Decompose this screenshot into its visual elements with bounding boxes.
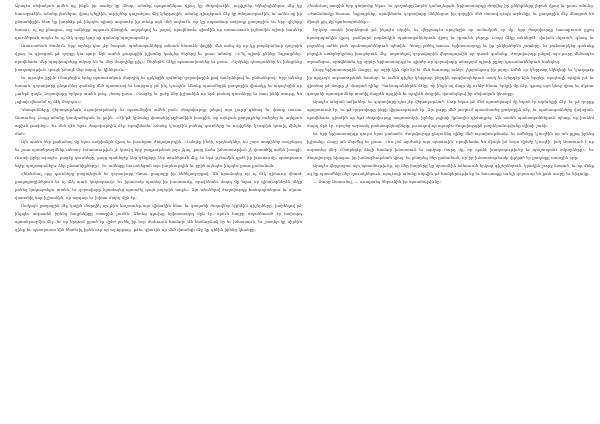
paragraph: Երկար ատեն խորհեցան թէ ինչպէս սկսին, եւ վերջապէս որոշեցին որ տօնական օր մը, երբ ժողովուրդը հաւաքուած ըլլայ հրապարակին վրայ, յանկարծ յարձակին պահապաններուն վրայ եւ գրաւեն բերդը։ Բայց մէկը անոնցմէ, վախէն մղուած, գնաց եւ յայտնեց ամեն բան պահապաններուն պետին։ Պետը բռնել տուաւ երիտասարդը եւ իր ընկերներէն շատերը, եւ բանտարկեց զանոնք բերդին ստորերկրեայ խուցերուն մէջ, սպասելով զօրավարին վերադարձին որ դատէ զանոնք։ Ժողովուրդը լսելով այս լուրը մեծապէս տրտմեցաւ, որովհետեւ կը սիրէր երիտասարդը եւ գիտէր որ զօրավարը անողորմ պիտի ըլլար դաւաճաններուն հանդէպ։	[307, 27, 594, 65]
paragraph: Եւ այսպէս ըրին։ Ընտրեցին երեք պատուական մարդիկ եւ ղրկեցին զանոնք զօրավարին քով նուէրներով եւ ընծաներով։ Երբ անոնք հասան, զօրավարը ընդունեց զանոնք մեծ պատուով եւ հարցուց թէ ինչ կ'ուզեն։ Անոնք պատմեցին քաղաքին վիճակը եւ աղաչեցին որ չաւերէ զայն։ Զօրավարը երկար ատեն լռեց, յետոյ ըսաւ. «Գացէք եւ ըսէք ձեր իշխանին որ եթէ բանայ դուռները եւ տայ ինծի տուրք, ես չպիտի վնասեմ ոչ մէկ մարդու»։	[15, 75, 302, 105]
right-column	[307, 2, 594, 420]
paragraph: Հետեւեալ տարին երբ գարունը եկաւ, եւ դաշտերը նորէն կանաչեցան, երիտասարդը ժողվեց իր ընկերները լերան վրայ եւ ըսաւ անոնց. «Ժամանակը հասաւ, եղբայրներ, որովհետեւ զօրավարը մեկնեցաւ իր զօրքին մեծ մասով դէպի արեւելք, եւ քաղաքին մէջ մնացած են միայն քիչ մը պահապաններ»։	[307, 3, 594, 25]
paragraph: Դեսպանները վերադարձան ուրախութեամբ եւ պատմեցին ամեն բան։ Ժողովուրդը լսելով այս լուրը ցնծաց եւ փառք տուաւ Աստուծոյ։ Բայց ոմանք կասկածեցան եւ ըսին. «Մի՞թէ կրնանք վստահիլ թշնամիին խօսքին, որ այնքան քաղաքներ աւերեց եւ այնքան արիւն թափեց»։ Եւ մեծ վէճ ելաւ ժողովուրդին մէջ, որովհետեւ ոմանք կ'ուզէին բանալ դուռները եւ ուրիշներ կ'ուզէին կռուիլ մինչեւ մահ։	[15, 107, 302, 137]
paragraph: Այն ատեն ծեր քահանայ մը ելաւ ամբիոնին վրայ եւ խօսեցաւ ժողովուրդին. «Լսեցէք ինծի, որդեակներ, ես շատ տարիներ ապրեցայ եւ շատ պատերազմներ տեսայ։ Իմաստութիւն չէ կռուիլ երբ յաղթութեան յոյս չկայ, բայց նաեւ իմաստութիւն չէ վստահիլ ամեն խօսքի։ Ուստի ըրէք այսպէս. բացէք դուռները, բայց պահեցէք ձեր զէնքերը ձեր տուներուն մէջ, եւ եթէ թշնամին դրժէ իր խոստումը, պատրաստ եղէք պաշտպանելու ձեր ընտանիքները»։ Եւ ամենքը հաւանեցան այս խորհուրդին եւ ըրին այնպէս ինչպէս ըսաւ քահանան։	[15, 139, 302, 169]
paragraph: Բայց երիտասարդին մայրը, որ այրի կին մըն էր եւ մեծ հաւատք ունէր, չկորսնցուց իր յոյսը։ Ամեն օր կ'երթար եկեղեցի եւ կ'աղօթէր իր որդւոյն ազատութեան համար, եւ ամեն գիշեր կ'երթար բերդին պարիսպներուն տակ եւ կ'երգէր հին երգեր, որպէսզի որդին լսէ եւ գիտնայ թէ մայրը չէ մոռցած զինք։ Պահապաններէն մէկը, որ ինքն ալ մայր մը ունէր հեռու երկրի մը մէջ, գթաց այս կնոջ վրայ եւ սկսաւ գաղտնի պատգամներ տանիլ մայրէն որդիին եւ որդիէն մայրին, վտանգելով իր սեփական կեանքը։	[307, 67, 594, 97]
left-column	[15, 2, 302, 420]
closing-line: — Փառք Աստուծոյ, — աւարտեց ծերունին իր պատմութիւնը։	[313, 179, 441, 185]
paragraph: Եւ երբ երիտասարդը դուրս ելաւ բանտէն, ժողովուրդը ընդունեց զինք մեծ ուրախութեամբ, եւ ամենքը կ'ուզէին որ ան ըլլայ իրենց իշխանը։ Բայց ան մերժեց եւ ըսաւ. «Ես չեմ արժանի այս պատուին, որովհետեւ ես միայն իմ հօրս վրէժը կ'ուզէի, իսկ Աստուած է որ ազատեց մեզ։ Ընտրեցէք ձեզի համար իմաստուն եւ արդար մարդ մը, որ պահէ խաղաղութիւնը եւ պաշտպանէ տկարները»։ Եւ ժողովուրդը հիացաւ իր խոնարհութեան վրայ, եւ ընտրեց ծեր քահանան, որ իր իմաստութեամբ փրկած էր քաղաքը առաջին օրը։	[307, 131, 594, 161]
paragraph: Սակայն քաղաքին մէջ կային մարդիկ որ չէին հաշտուեր այս վիճակին հետ, եւ գաղտնի ժողովներ կ'ընէին գիշերները, խորհելով թէ ինչպէս ազատեն իրենց հայրենիքը օտարին լուծէն։ Անոնց գլուխը երիտասարդ մըն էր, որուն հայրը սպաննուած էր նախորդ պատերազմին մէջ, եւ որ երդում ըրած էր վրէժ լուծել իր հօր մահուան համար։ Ան համարձակ էր եւ իմաստուն, եւ շատեր կը սիրէին զինք եւ պատրաստ էին հետեւիլ իրեն ուր որ ալ երթար, թէեւ գիտէին որ մեծ վտանգի մէջ կը դնէին իրենց կեանքը։	[15, 203, 302, 233]
paragraph: Այսպէս անցան ամիսներ, եւ զօրավարը դեռ չէր վերադարձած։ Լուր եկաւ թէ մեծ պատերազմ մը եղած էր արեւելքի մէջ, եւ թէ զօրքը պարտուած էր, եւ թէ զօրավարը ինքը վիրաւորուած էր։ Այս լուրը մեծ յուզում պատճառեց քաղաքին մէջ, եւ պահապանները վախցան, որովհետեւ գիտէին որ եթէ ժողովուրդը ապստամբի, իրենք չպիտի կրնային դիմադրել։ Այն ատեն պահապաններուն պետը, որ խոհեմ մարդ մըն էր, որոշեց ազատել բանտարկեալները, յուսալով որ այսպէս ժողովուրդին բարեկամութիւնը պիտի շահի։	[307, 99, 594, 129]
two-column-layout	[15, 2, 594, 420]
paragraph: Առաւօտեան ժամուն, երբ արեւը դեռ չէր ծագած, պահապանները տեսան հեռուէն փոշիի մեծ ամպ մը որ կը բարձրանար դաշտին վրայ, եւ գիտցան թէ զօրքը կու գար։ Այն ատեն քաղաքին իշխանը կանչեց ծերերը եւ ըսաւ անոնց. «Ի՞նչ պիտի ընենք, եղբայրներ, որովհետեւ մեր պարիսպները տկար են եւ մեր մարդիկը քիչ»։ Ծերերէն մէկը պատասխանեց եւ ըսաւ. «Ղրկենք դեսպաններ եւ խնդրենք խաղաղութիւն, գուցէ խնայէ մեր տղոց եւ կիներուն»։	[15, 43, 302, 73]
paragraph: Հետեւեալ օրը դուռները բացուեցան եւ զօրավարը մտաւ քաղաքը իր հեծելազօրքով։ Ան հրամայեց որ ոչ մէկ զինուոր վնասէ քաղաքացիներուն եւ ոչ մէկ տուն կողոպտուի։ Եւ իրաւամբ պահեց իր խոստումը, որովհետեւ մարդ մը եղաւ որ զինուորներէն մէկը բռնեց կողոպտելու ատեն, եւ զօրավարը հրամայեց պատժել զայն բոլորին առջեւ։ Այս տեսնելով ժողովուրդը հանդարտեցաւ եւ սկսաւ վստահիլ նոր իշխանին, որ արդար եւ խիստ մարդ մըն էր։	[15, 171, 302, 201]
paragraph: Այսպէս սեփական ամեն ոք ինքն իր տանը կը մնար, ոմանք պալատներու վրայ կը ժողովուէին, ուրիշներ եկեղեցիներու մէջ կը հաւաքուէին, ոմանք լեռներու վրայ կ'ելլէին, ուրիշներ դաշտերու մէջ կ'երթային, ոմանք գիւղերուն մէջ կը տեղաւորուէին, եւ ամեն ոք իր ընտանիքին հետ կը խորհէր թէ ինչպէս պիտի ազատէր իր անձը այն մեծ աղէտէն, որ կը սպառնար ամբողջ քաղաքին։ Եւ երբ գիշերը հասաւ, ոչ ոք քնացաւ, այլ ամենքը արթուն մնացին, աղօթելով եւ լալով, որովհետեւ գիտէին որ առաւօտուն թշնամին պիտի հասնէր դուռներուն առջեւ եւ ոչ մէկ զօրք կար որ զանոնք պաշտպանէր։	[15, 3, 302, 41]
paragraph: Այսպէս վերջացաւ այս պատմութիւնը, որ մեր հայրերը կը պատմէին ձմեռուան երկար գիշերներուն, կրակին շուրջ նստած, եւ որ մենք ալ կը պատմենք մեր զաւակներուն, որպէսզի անոնք սորվին թէ համբերութիւնը եւ հաւատքը աւելի զօրաւոր են քան սուրը եւ նիզակը։	[307, 163, 594, 177]
